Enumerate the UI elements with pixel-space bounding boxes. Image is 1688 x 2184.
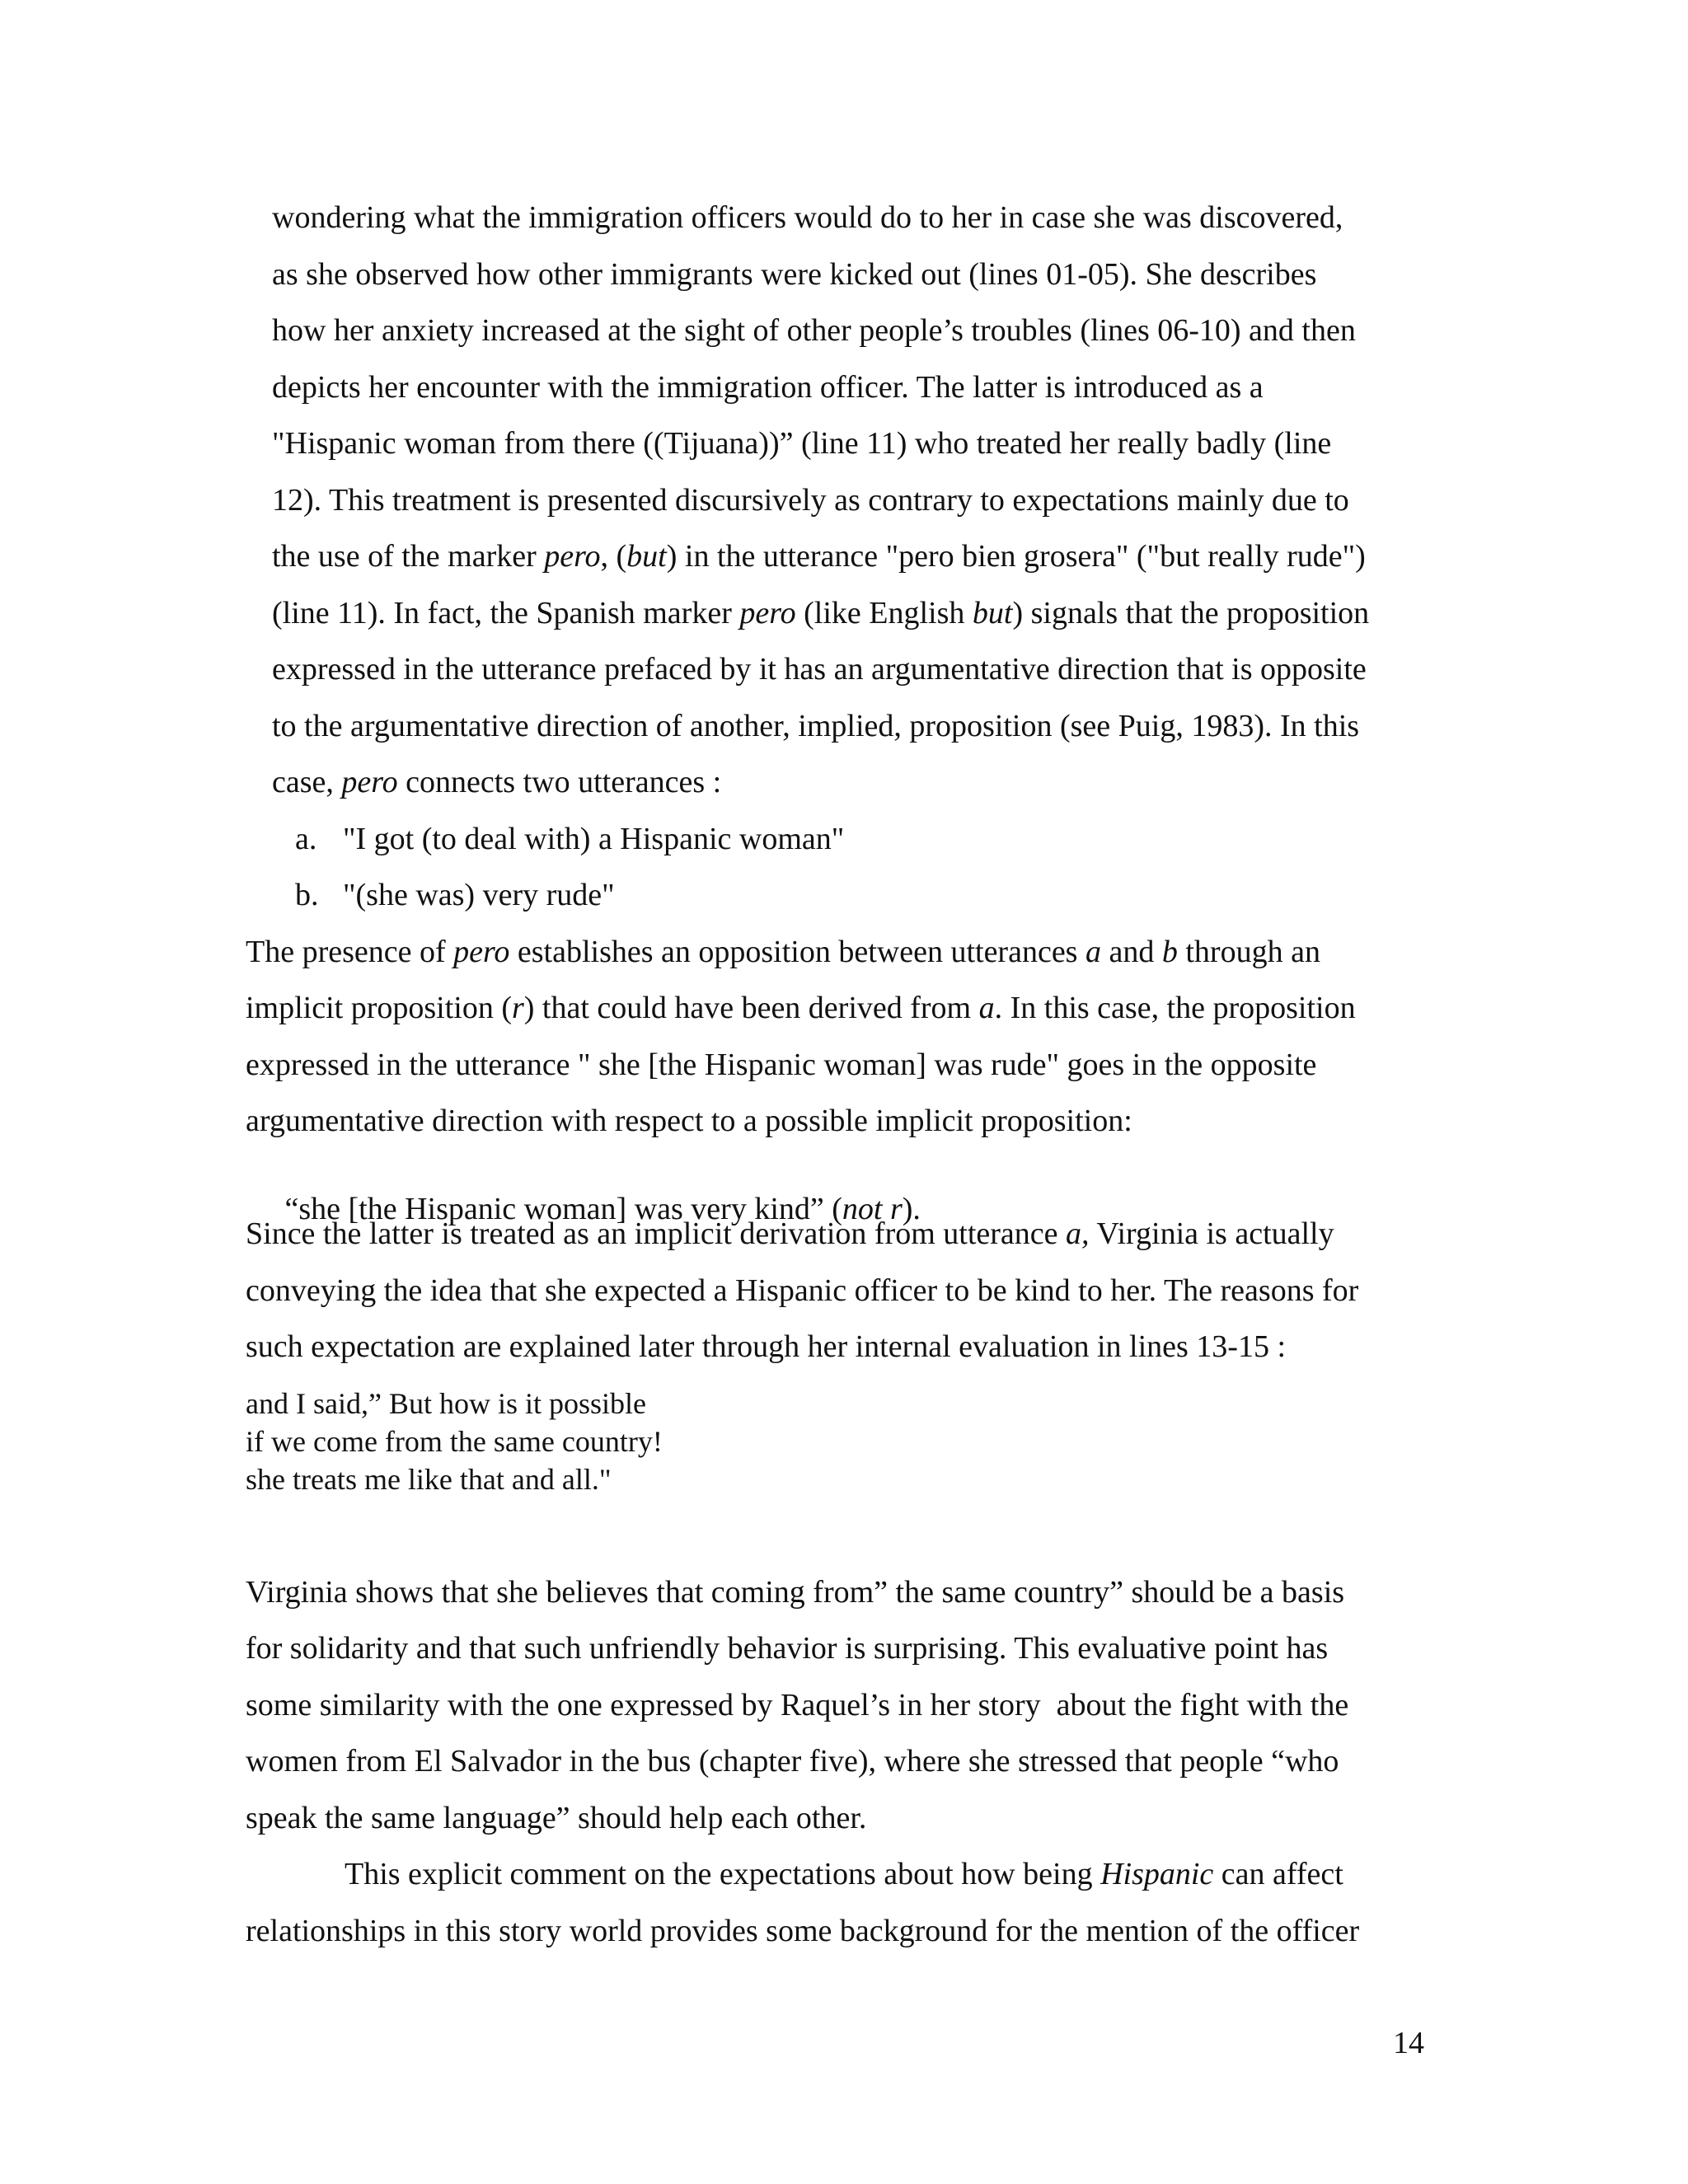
quote-line: she treats me like that and all." — [246, 1463, 612, 1496]
text-line: Virginia shows that she believes that coming from” the same country” should be a basis — [246, 1575, 1345, 1610]
text-line: conveying the idea that she expected a Hispanic officer to be kind to her. The reasons for — [246, 1273, 1359, 1308]
italic-term: a — [978, 991, 995, 1025]
text-line: (line 11). In fact, the Spanish marker pero (like English but) signals that the proposition — [272, 596, 1370, 630]
text-line: This explicit comment on the expectations about how being Hispanic can affect — [345, 1857, 1343, 1891]
text-line: case, pero connects two utterances : — [272, 765, 722, 799]
text-line: 12). This treatment is presented discursively as contrary to expectations mainly due to — [272, 483, 1349, 518]
italic-term: but — [972, 596, 1013, 630]
text-line: for solidarity and that such unfriendly behavior is surprising. This evaluative point has — [246, 1631, 1329, 1666]
list-marker: a. — [295, 822, 317, 856]
text-line: such expectation are explained later through her internal evaluation in lines 13-15 : — [246, 1329, 1286, 1364]
italic-term: but — [626, 539, 667, 574]
text-line: relationships in this story world provides some background for the mention of the officer — [246, 1914, 1360, 1948]
italic-term: b — [1161, 935, 1178, 969]
italic-term: a — [1085, 935, 1101, 969]
quote-line: and I said,” But how is it possible — [246, 1387, 646, 1420]
text-line: Since the latter is treated as an implicit derivation from utterance a, Virginia is actually — [246, 1216, 1334, 1251]
text-line: the use of the marker pero, (but) in the utterance "pero bien grosera" ("but really rude") — [272, 539, 1366, 574]
text-line: expressed in the utterance " she [the Hispanic woman] was rude" goes in the opposite — [246, 1047, 1317, 1082]
italic-term: r — [511, 991, 524, 1025]
text-line: expressed in the utterance prefaced by it has an argumentative direction that is opposite — [272, 652, 1367, 687]
text-line: "Hispanic woman from there ((Tijuana))” (line 11) who treated her really badly (line — [272, 426, 1332, 461]
italic-term: pero — [341, 765, 398, 799]
text-line: as she observed how other immigrants were kicked out (lines 01-05). She describes — [272, 257, 1317, 292]
text-line: women from El Salvador in the bus (chapter five), where she stressed that people “who — [246, 1744, 1339, 1779]
text-line: how her anxiety increased at the sight of other people’s troubles (lines 06-10) and then — [272, 313, 1356, 348]
text-line: to the argumentative direction of another, implied, proposition (see Puig, 1983). In this — [272, 709, 1360, 743]
text-line: The presence of pero establishes an opposition between utterances a and b through an — [246, 935, 1320, 969]
text-line: implicit proposition (r) that could have been derived from a. In this case, the proposition — [246, 991, 1356, 1025]
text-line: wondering what the immigration officers would do to her in case she was discovered, — [272, 200, 1343, 235]
italic-term: not r — [842, 1192, 903, 1226]
list-item-text: "I got (to deal with) a Hispanic woman" — [343, 822, 845, 856]
italic-term: pero — [453, 935, 510, 969]
italic-term: a, — [1066, 1216, 1090, 1251]
italic-term: pero — [544, 539, 601, 574]
page-number: 14 — [1393, 2026, 1424, 2060]
quote-line: if we come from the same country! — [246, 1425, 663, 1458]
text-line: argumentative direction with respect to a possible implicit proposition: — [246, 1104, 1132, 1138]
list-item — [295, 822, 845, 856]
italic-term: Hispanic — [1100, 1857, 1214, 1891]
list-item-text: "(she was) very rude" — [343, 878, 615, 912]
text-line: “she [the Hispanic woman] was very kind” (not r). — [277, 1192, 921, 1226]
text-line: some similarity with the one expressed by Raquel’s in her story about the fight with the — [246, 1688, 1349, 1722]
list-item — [295, 878, 615, 912]
italic-term: pero — [739, 596, 796, 630]
text-line: speak the same language” should help each other. — [246, 1801, 867, 1835]
list-marker: b. — [295, 878, 319, 912]
text-line: depicts her encounter with the immigration officer. The latter is introduced as a — [272, 370, 1264, 405]
